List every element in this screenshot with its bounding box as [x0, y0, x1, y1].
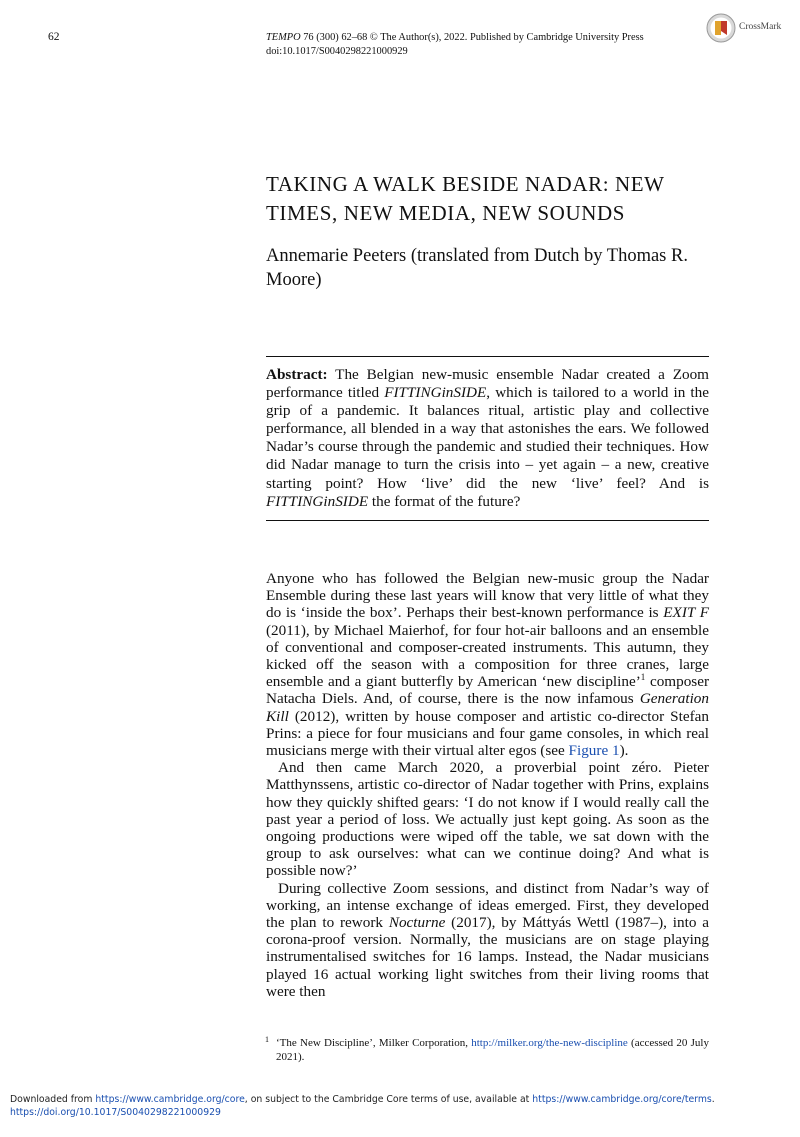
- journal-citation: [266, 31, 644, 45]
- work-title: Nocturne: [388, 914, 446, 932]
- figure-link[interactable]: Figure 1: [568, 742, 620, 760]
- abstract-work-title: FITTINGinSIDE: [266, 492, 369, 510]
- terms-link[interactable]: https://www.cambridge.org/core/terms: [532, 1094, 712, 1105]
- abstract: [266, 366, 709, 511]
- footnote-text-part: (accessed 20 July 2021).: [276, 1037, 709, 1063]
- download-text: , on subject to the Cambridge Core terms of use, available at: [244, 1094, 533, 1105]
- download-text: .: [711, 1094, 715, 1105]
- doi-line: [10, 1106, 790, 1119]
- footnote-ref[interactable]: 1: [640, 672, 646, 683]
- abstract-text-2: , which is tailored to a world in the grip of a pandemic. It balances ritual, artistic play and collective performance, all blended in a way that astonishes the ears. We followed Nadar’s course through the pandemic and studied their techniques. How did Nadar manage to turn the crisis into – yet again – a new, creative starting point? How ‘live’ did the new ‘live’ feel? And is: [266, 384, 709, 492]
- footnote-text-part: ‘The New Discipline’, Milker Corporation,: [276, 1037, 472, 1049]
- crossmark-badge[interactable]: [706, 13, 786, 43]
- abstract-top-rule: [266, 356, 709, 357]
- page-number: 62: [48, 31, 60, 43]
- crossmark-icon: [706, 13, 736, 43]
- abstract-bottom-rule: [266, 520, 709, 521]
- body-text: Anyone who has followed the Belgian new-music group the Nadar Ensemble during these last years will know that very little of what they do is ‘inside the box’. Perhaps their best-known performance is: [266, 570, 709, 622]
- body-text: ).: [619, 742, 629, 760]
- article-body: [266, 570, 709, 1000]
- download-notice: [10, 1093, 790, 1119]
- article-author: Annemarie Peeters (translated from Dutch by Thomas R. Moore): [266, 246, 688, 290]
- abstract-text-1: The Belgian new-music ensemble Nadar created a Zoom performance titled: [266, 366, 709, 402]
- body-paragraph: [266, 880, 709, 1000]
- footnote-number: 1: [265, 1035, 269, 1044]
- footnote: [266, 1037, 709, 1064]
- body-paragraph: And then came March 2020, a proverbial point zéro. Pieter Matthynssens, artistic co-director of Nadar together with Prins, explains how they quickly shifted gears: ‘I do not know if I would really call the past year a period of loss. We actually just kept going. As soon as the ongoing productions were wiped off the table, we sat down with the group to ask ourselves: what can we continue doing? And what is possible now?’: [266, 759, 709, 880]
- body-text: composer Natacha Diels. And, of course, there is the now infamous: [266, 673, 709, 708]
- download-line: [10, 1093, 790, 1106]
- body-text: During collective Zoom sessions, and distinct from Nadar’s way of working, an intense exchange of ideas emerged. First, they developed the plan to rework: [266, 879, 709, 932]
- doi-link[interactable]: https://doi.org/10.1017/S0040298221000929: [10, 1107, 221, 1118]
- body-text: (2012), written by house composer and artistic co-director Stefan Prins: a piece for four musicians and four game consoles, in which real musicians merge with their virtual alter egos (see: [266, 707, 709, 760]
- cambridge-core-link[interactable]: https://www.cambridge.org/core: [95, 1094, 245, 1105]
- abstract-text-3: the format of the future?: [368, 492, 521, 510]
- journal-details: 76 (300) 62–68 © The Author(s), 2022. Published by Cambridge University Press: [300, 32, 644, 43]
- journal-header: [266, 31, 644, 59]
- work-title: Generation Kill: [266, 690, 709, 725]
- crossmark-label: CrossMark: [739, 22, 782, 32]
- abstract-label: Abstract:: [266, 366, 328, 383]
- work-title: EXIT F: [663, 604, 710, 622]
- body-text: (2011), by Michael Maierhof, for four hot-air balloons and an ensemble of conventional and composer-created instruments. This autumn, they kicked off the season with a composition for three cranes, large ensemble and a giant butterfly by American ‘new discipline’: [266, 621, 709, 691]
- footnote-url-link[interactable]: http://milker.org/the-new-discipline: [471, 1037, 628, 1049]
- journal-doi: doi:10.1017/S0040298221000929: [266, 46, 408, 57]
- body-paragraph: [266, 570, 709, 759]
- download-text: Downloaded from: [10, 1094, 96, 1105]
- footnote-text: [266, 1037, 709, 1064]
- article-title: TAKING A WALK BESIDE NADAR: NEW TIMES, NEW MEDIA, NEW SOUNDS: [266, 172, 665, 225]
- body-text: (2017), by Máttyás Wettl (1987–), into a corona-proof version. Normally, the musicians are on stage playing instrumentalised switches for 16 lamps. Instead, the Nadar musicians played 16 actual working light switches from their living rooms that were then: [266, 914, 709, 1000]
- abstract-work-title: FITTINGinSIDE: [384, 384, 487, 402]
- journal-name: TEMPO: [266, 32, 301, 43]
